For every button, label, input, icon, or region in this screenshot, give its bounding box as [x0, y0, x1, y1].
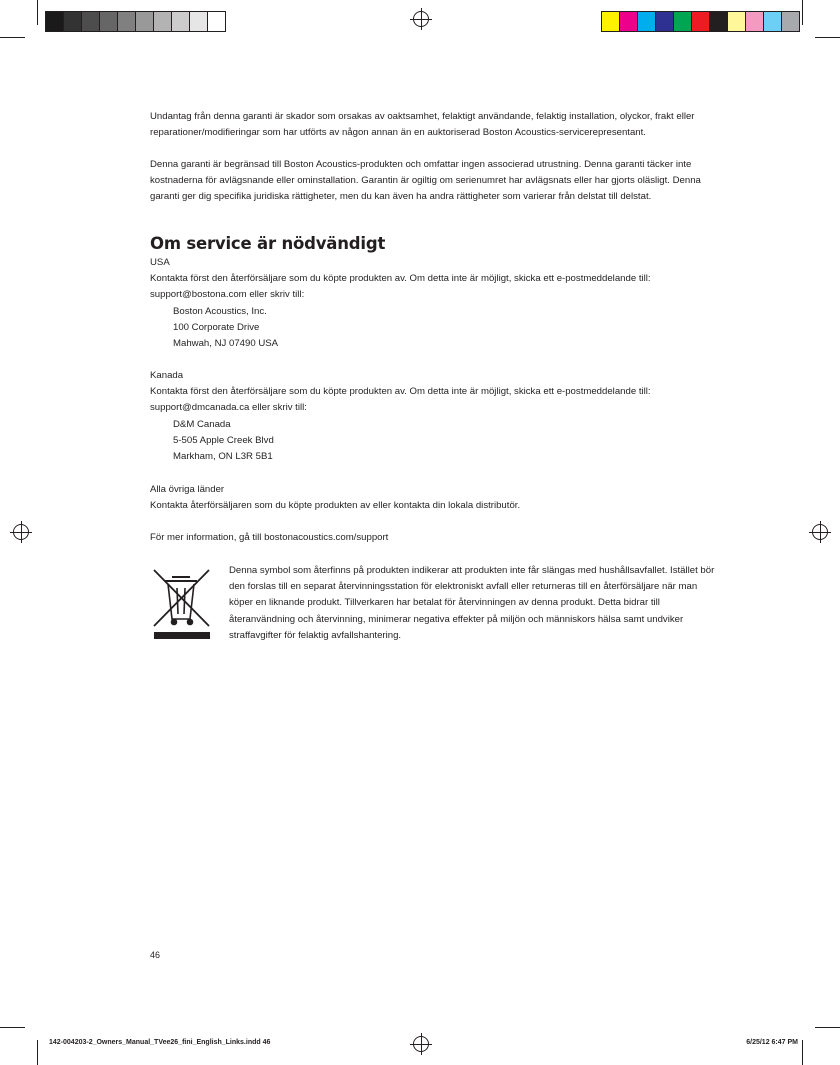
color-swatch [154, 12, 172, 31]
crop-mark [0, 37, 25, 38]
color-swatch [82, 12, 100, 31]
color-swatch [64, 12, 82, 31]
crop-mark [0, 1027, 25, 1028]
color-swatch [674, 12, 692, 31]
address-line: 100 Corporate Drive [173, 321, 260, 333]
color-swatch [100, 12, 118, 31]
color-swatch [136, 12, 154, 31]
warranty-exclusions-paragraph: Undantag från denna garanti är skador som orsakas av oaktsamhet, felaktigt användande, felaktig installation, olyckor, frakt eller reparationer/modifieringar som har utförts av någon annan än en auktoriserad Boston Acoustics-servicerepresentant. [150, 111, 695, 139]
service-heading: Om service är nödvändigt [150, 234, 386, 253]
usa-address [150, 304, 720, 353]
canada-section [150, 368, 720, 465]
crop-mark [802, 0, 803, 25]
color-swatch [782, 12, 799, 31]
registration-mark-icon [812, 524, 828, 540]
color-swatch [746, 12, 764, 31]
slug-timestamp: 6/25/12 6:47 PM [746, 1039, 798, 1046]
registration-mark-icon [413, 11, 429, 27]
color-swatch [172, 12, 190, 31]
registration-mark-icon [13, 524, 29, 540]
usa-instructions: Kontakta först den återförsäljare som du köpte produkten av. Om detta inte är möjligt, skicka ett e-postmeddelande till: support@bostona.com eller skriv till: [150, 273, 651, 301]
address-line: 5-505 Apple Creek Blvd [173, 434, 274, 446]
color-swatch [692, 12, 710, 31]
page-number: 46 [150, 950, 161, 960]
other-countries-label: Alla övriga länder [150, 484, 225, 495]
cmyk-color-bar [601, 11, 800, 32]
color-swatch [638, 12, 656, 31]
canada-label: Kanada [150, 370, 184, 381]
crop-mark [815, 37, 840, 38]
canada-address [150, 417, 720, 466]
other-countries-section [150, 482, 720, 514]
weee-disposal-text: Denna symbol som återfinns på produkten indikerar att produkten inte får slängas med hushållsavfallet. Istället bör den forslas till en separat återvinningsstation för elektroniskt avfall eller returneras till en återförsäljare när man köper en liknande produkt. Tillverkaren har betalat för återvinningen av denna produkt. Detta bidrar till återanvändning och återvinning, minimerar negativa effekter på miljön och människors hälsa samt undviker straffavgifter för felaktig avfallshantering. [229, 565, 715, 641]
address-line: D&M Canada [173, 418, 231, 430]
other-countries-instructions: Kontakta återförsäljaren som du köpte produkten av eller kontakta din lokala distributör. [150, 500, 521, 512]
color-swatch [764, 12, 782, 31]
registration-mark-icon [413, 1036, 429, 1052]
warranty-limitations-paragraph: Denna garanti är begränsad till Boston Acoustics-produkten och omfattar ingen associerad utrustning. Denna garanti täcker inte kostnaderna för avlägsnande eller ominstallation. Garantin är ogiltig om serienumret har avlägsnats eller har gjorts oläsligt. Denna garanti ger dig specifika juridiska rättigheter, men du kan även ha andra rättigheter som varierar från delstat till delstat. [150, 159, 701, 203]
crop-mark [815, 1027, 840, 1028]
slug-filename: 142-004203-2_Owners_Manual_TVee26_fini_English_Links.indd 46 [49, 1039, 271, 1046]
color-swatch [656, 12, 674, 31]
color-swatch [620, 12, 638, 31]
usa-section [150, 255, 720, 352]
crop-mark [37, 0, 38, 25]
color-swatch [602, 12, 620, 31]
address-line: Mahwah, NJ 07490 USA [173, 338, 279, 350]
address-line: Boston Acoustics, Inc. [173, 305, 267, 317]
color-swatch [46, 12, 64, 31]
address-line: Markham, ON L3R 5B1 [173, 451, 273, 463]
canada-instructions: Kontakta först den återförsäljare som du köpte produkten av. Om detta inte är möjligt, skicka ett e-postmeddelande till: support@dmcanada.ca eller skriv till: [150, 386, 651, 414]
color-swatch [728, 12, 746, 31]
crop-mark [37, 1040, 38, 1065]
usa-label: USA [150, 257, 170, 268]
more-info-line: För mer information, gå till bostonacoustics.com/support [150, 532, 389, 543]
crop-mark [802, 1040, 803, 1065]
color-swatch [190, 12, 208, 31]
color-swatch [118, 12, 136, 31]
color-swatch [710, 12, 728, 31]
color-swatch [208, 12, 225, 31]
grayscale-color-bar [45, 11, 226, 32]
crossed-bin-icon [152, 568, 212, 640]
